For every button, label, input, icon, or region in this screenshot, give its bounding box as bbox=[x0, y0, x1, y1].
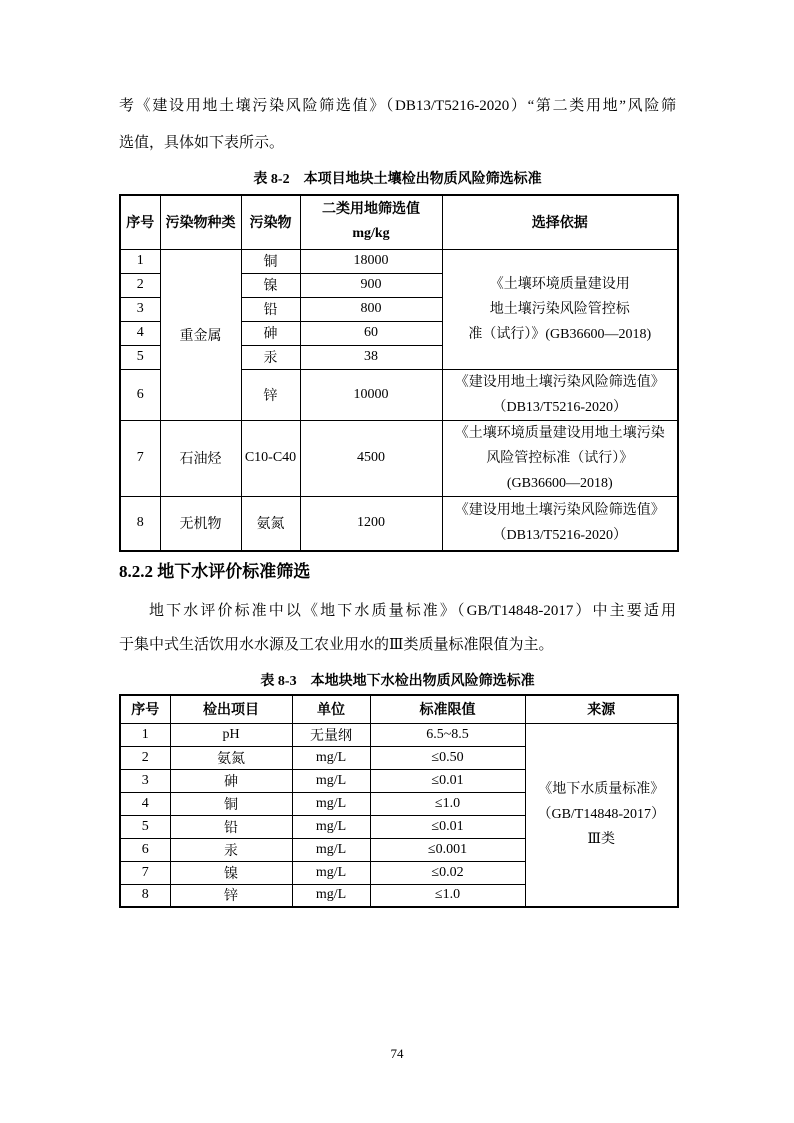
header-pollutant-class: 污染物种类 bbox=[160, 195, 241, 249]
cell-source-gb36600 bbox=[442, 420, 678, 496]
cell-unit: mg/L bbox=[292, 838, 370, 861]
cell-seq: 8 bbox=[120, 884, 170, 907]
intro-line-1: 考《建设用地土壤污染风险筛选值》（DB13/T5216-2020）“第二类用地”风险筛 bbox=[119, 98, 676, 114]
cell-seq: 5 bbox=[120, 815, 170, 838]
source-line: （DB13/T5216-2020） bbox=[492, 399, 628, 415]
cell-pollutant: 铅 bbox=[241, 297, 300, 321]
cell-seq: 7 bbox=[120, 420, 160, 496]
cell-category-inorganic: 无机物 bbox=[160, 496, 241, 551]
header-screening-value bbox=[300, 195, 442, 249]
table-soil-caption: 表 8-2 本项目地块土壤检出物质风险筛选标准 bbox=[253, 172, 542, 187]
cell-value: 900 bbox=[300, 273, 442, 297]
cell-limit: ≤1.0 bbox=[370, 792, 525, 815]
groundwater-paragraph bbox=[119, 594, 676, 662]
cell-seq: 7 bbox=[120, 861, 170, 884]
header-screening-value-line1: 二类用地筛选值 bbox=[322, 202, 420, 218]
table-row bbox=[120, 723, 678, 746]
cell-unit: mg/L bbox=[292, 815, 370, 838]
cell-limit: ≤0.02 bbox=[370, 861, 525, 884]
cell-pollutant: 氨氮 bbox=[241, 496, 300, 551]
cell-unit: 无量纲 bbox=[292, 723, 370, 746]
table-water-caption: 表 8-3 本地块地下水检出物质风险筛选标准 bbox=[260, 674, 535, 689]
cell-source-gb36600 bbox=[442, 249, 678, 369]
source-line: (GB36600—2018) bbox=[506, 475, 613, 491]
cell-limit: ≤0.001 bbox=[370, 838, 525, 861]
source-line: 《土壤环境质量建设用 bbox=[489, 276, 630, 292]
cell-item: 铅 bbox=[170, 815, 292, 838]
groundwater-line-2: 于集中式生活饮用水水源及工农业用水的Ⅲ类质量标准限值为主。 bbox=[119, 637, 554, 653]
intro-line-2: 选值，具体如下表所示。 bbox=[119, 135, 285, 151]
cell-unit: mg/L bbox=[292, 861, 370, 884]
source-line: 《土壤环境质量建设用地土壤污染 bbox=[454, 425, 665, 441]
cell-value: 60 bbox=[300, 321, 442, 345]
cell-item: 砷 bbox=[170, 769, 292, 792]
cell-pollutant: 铜 bbox=[241, 249, 300, 273]
source-line: （DB13/T5216-2020） bbox=[492, 528, 628, 544]
cell-seq: 1 bbox=[120, 723, 170, 746]
cell-value: 38 bbox=[300, 345, 442, 369]
header-basis: 选择依据 bbox=[442, 195, 678, 249]
source-line: 《建设用地土壤污染风险筛选值》 bbox=[454, 374, 665, 390]
intro-paragraph bbox=[119, 88, 676, 162]
cell-seq: 2 bbox=[120, 746, 170, 769]
source-line: 《地下水质量标准》 bbox=[538, 782, 665, 798]
header-source: 来源 bbox=[525, 695, 678, 723]
cell-limit: 6.5~8.5 bbox=[370, 723, 525, 746]
cell-pollutant: 汞 bbox=[241, 345, 300, 369]
header-limit: 标准限值 bbox=[370, 695, 525, 723]
cell-pollutant: 砷 bbox=[241, 321, 300, 345]
header-seq: 序号 bbox=[120, 695, 170, 723]
cell-pollutant: C10-C40 bbox=[241, 420, 300, 496]
cell-item: 锌 bbox=[170, 884, 292, 907]
cell-item: 汞 bbox=[170, 838, 292, 861]
cell-value: 18000 bbox=[300, 249, 442, 273]
cell-unit: mg/L bbox=[292, 792, 370, 815]
header-seq: 序号 bbox=[120, 195, 160, 249]
cell-seq: 3 bbox=[120, 297, 160, 321]
cell-source-gbt14848 bbox=[525, 723, 678, 907]
cell-unit: mg/L bbox=[292, 769, 370, 792]
page-number: 74 bbox=[390, 1046, 404, 1061]
cell-unit: mg/L bbox=[292, 884, 370, 907]
header-pollutant: 污染物 bbox=[241, 195, 300, 249]
cell-source-db13 bbox=[442, 496, 678, 551]
cell-seq: 1 bbox=[120, 249, 160, 273]
page-content bbox=[119, 88, 676, 908]
cell-seq: 6 bbox=[120, 369, 160, 420]
cell-value: 800 bbox=[300, 297, 442, 321]
table-row bbox=[120, 249, 678, 273]
cell-category-heavy-metal: 重金属 bbox=[160, 249, 241, 420]
cell-item: 氨氮 bbox=[170, 746, 292, 769]
cell-seq: 8 bbox=[120, 496, 160, 551]
source-line: 风险管控标准（试行）》 bbox=[486, 450, 634, 466]
source-line: Ⅲ类 bbox=[587, 832, 615, 848]
table-water bbox=[119, 694, 679, 908]
cell-seq: 2 bbox=[120, 273, 160, 297]
cell-pollutant: 镍 bbox=[241, 273, 300, 297]
cell-category-petroleum: 石油烃 bbox=[160, 420, 241, 496]
cell-value: 10000 bbox=[300, 369, 442, 420]
table-water-header-row bbox=[120, 695, 678, 723]
cell-limit: ≤0.01 bbox=[370, 815, 525, 838]
cell-limit: ≤1.0 bbox=[370, 884, 525, 907]
groundwater-line-1: 地下水评价标准中以《地下水质量标准》（GB/T14848-2017）中主要适用 bbox=[149, 603, 676, 619]
cell-limit: ≤0.01 bbox=[370, 769, 525, 792]
cell-unit: mg/L bbox=[292, 746, 370, 769]
table-soil bbox=[119, 194, 679, 552]
cell-value: 4500 bbox=[300, 420, 442, 496]
cell-value: 1200 bbox=[300, 496, 442, 551]
source-line: 地土壤污染风险管控标 bbox=[489, 301, 630, 317]
cell-item: 镍 bbox=[170, 861, 292, 884]
table-soil-header-row bbox=[120, 195, 678, 249]
source-line: 《建设用地土壤污染风险筛选值》 bbox=[454, 503, 665, 519]
cell-seq: 4 bbox=[120, 792, 170, 815]
cell-limit: ≤0.50 bbox=[370, 746, 525, 769]
header-unit: 单位 bbox=[292, 695, 370, 723]
cell-item: 铜 bbox=[170, 792, 292, 815]
table-row bbox=[120, 420, 678, 496]
table-row bbox=[120, 496, 678, 551]
cell-pollutant: 锌 bbox=[241, 369, 300, 420]
cell-source-db13 bbox=[442, 369, 678, 420]
cell-seq: 3 bbox=[120, 769, 170, 792]
section-heading: 8.2.2 地下水评价标准筛选 bbox=[119, 562, 311, 581]
header-screening-value-unit: mg/kg bbox=[352, 226, 390, 242]
source-line: （GB/T14848-2017） bbox=[537, 807, 666, 823]
cell-seq: 4 bbox=[120, 321, 160, 345]
cell-seq: 5 bbox=[120, 345, 160, 369]
source-line: 准（试行）》(GB36600—2018) bbox=[468, 326, 652, 342]
cell-seq: 6 bbox=[120, 838, 170, 861]
cell-item: pH bbox=[170, 723, 292, 746]
header-item: 检出项目 bbox=[170, 695, 292, 723]
